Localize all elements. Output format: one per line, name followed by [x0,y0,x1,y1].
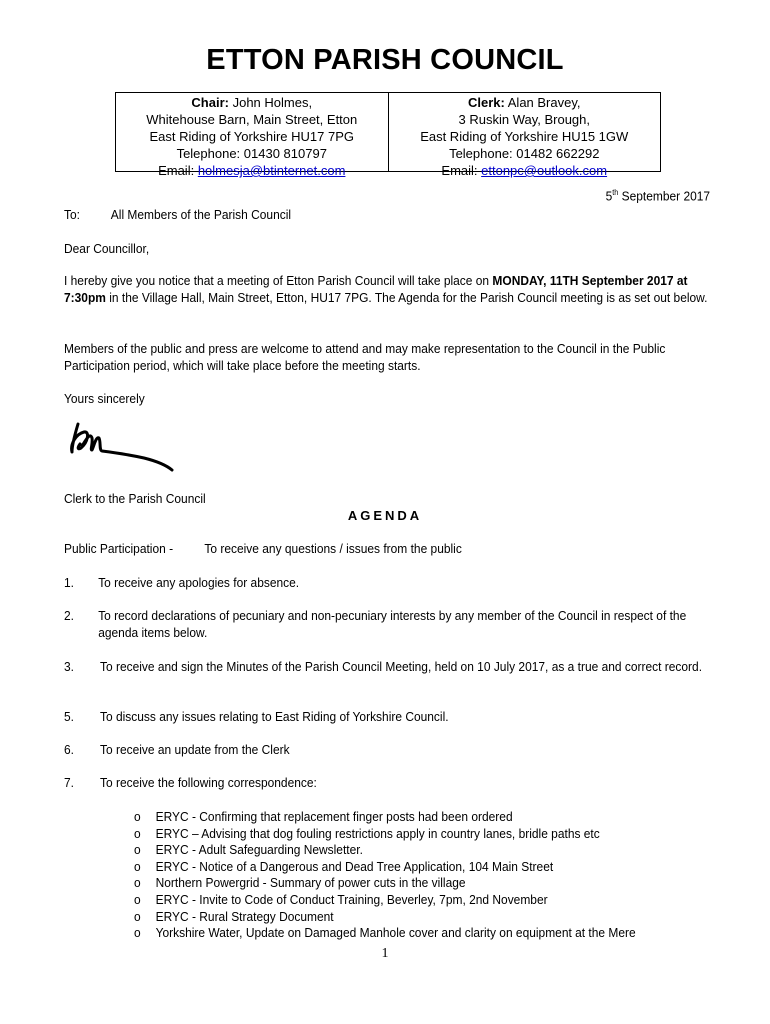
date-day: 5 [605,188,613,204]
chair-address-line2: East Riding of Yorkshire HU17 7PG [149,129,354,144]
date-rest: September 2017 [618,188,710,204]
contact-box [115,92,661,178]
list-item [134,908,636,925]
list-item-text: ERYC - Rural Strategy Document [155,908,334,924]
list-item [134,924,636,941]
clerk-telephone: Telephone: 01482 662292 [449,146,600,161]
date-suffix: th [612,188,619,197]
list-item-text: ERYC - Notice of a Dangerous and Dead Tree Application, 104 Main Street [155,858,554,874]
clerk-contact [388,93,661,178]
council-title: ETTON PARISH COUNCIL [206,44,564,76]
agenda-item-number: 7. [64,775,74,790]
list-item-text: ERYC - Adult Safeguarding Newsletter. [155,842,363,858]
notice-paragraph [64,272,710,306]
agenda-item-number: 1. [64,575,74,590]
to-value: All Members of the Parish Council [110,207,292,222]
notice-end: in the Village Hall, Main Street, Etton, HU17 7PG. The Agenda for the Parish Council meeting is as set out below. [105,290,708,305]
clerk-email-link[interactable]: ettonpc@outlook.com [481,163,608,178]
chair-address-line1: Whitehouse Barn, Main Street, Etton [146,112,358,127]
agenda-item-number: 3. [64,659,74,674]
chair-name: John Holmes, [228,95,313,110]
list-item-text: Yorkshire Water, Update on Damaged Manhole cover and clarity on equipment at the Mere [155,925,636,941]
salutation: Dear Councillor, [64,241,150,256]
public-participation-line [64,540,462,557]
list-item-text: ERYC – Advising that dog fouling restrictions apply in country lanes, bridle paths etc [155,825,600,841]
list-item [134,858,636,875]
list-item [134,808,636,825]
agenda-item [64,774,708,791]
agenda-item-text: To discuss any issues relating to East Riding of Yorkshire Council. [100,709,449,724]
list-item [134,825,636,842]
public-participation-label: Public Participation - [64,541,174,556]
letter-date [606,188,710,203]
list-item-text: ERYC - Confirming that replacement finger posts had been ordered [155,809,513,824]
notice-bold: MONDAY, 11TH September 2017 at 7:30pm [64,273,688,305]
agenda-item-number: 2. [64,608,74,623]
bullet-marker: o [134,842,141,858]
agenda-item-text: To receive any apologies for absence. [98,575,300,590]
public-participation-text: To receive any questions / issues from the public [204,541,462,556]
agenda-heading-wrap [0,507,770,525]
agenda-item-text: To receive the following correspondence: [100,775,317,790]
clerk-address-line2: East Riding of Yorkshire HU15 1GW [420,129,629,144]
to-label: To: [64,207,80,222]
clerk-address-line1: 3 Ruskin Way, Brough, [458,112,590,127]
clerk-name: Alan Bravey, [504,95,581,110]
bullet-marker: o [134,858,141,874]
agenda-item-text: To receive an update from the Clerk [100,742,290,757]
agenda-item-text: To receive and sign the Minutes of the Parish Council Meeting, held on 10 July 2017, as a true and correct record. [100,659,703,674]
agenda-heading: AGENDA [347,508,423,523]
agenda-item-text: To record declarations of pecuniary and non-pecuniary interests by any member of the Council in respect of the agenda items below. [98,608,687,640]
list-item [134,874,636,891]
bullet-marker: o [134,875,141,891]
list-item [134,891,636,908]
bullet-marker: o [134,809,141,824]
page-number: 1 [381,946,389,961]
agenda-item [64,741,708,758]
bullet-marker: o [134,825,141,841]
chair-email-link[interactable]: holmesja@btinternet.com [197,163,346,178]
clerk-label: Clerk: [468,95,505,110]
recipient-line [64,206,291,223]
correspondence-list [134,808,636,941]
chair-label: Chair: [191,95,229,110]
clerk-email-label: Email: [441,163,482,178]
signature-image [66,418,178,474]
agenda-item-number: 5. [64,709,74,724]
closing: Yours sincerely [64,391,145,406]
signatory: Clerk to the Parish Council [64,491,206,506]
chair-telephone: Telephone: 01430 810797 [176,146,327,161]
bullet-marker: o [134,891,141,907]
agenda-item-number: 6. [64,742,74,757]
agenda-item [64,574,706,591]
agenda-item [64,607,706,641]
agenda-item [64,658,708,675]
bullet-marker: o [134,925,141,941]
chair-email-label: Email: [158,163,198,178]
agenda-item [64,708,708,725]
list-item-text: ERYC - Invite to Code of Conduct Training, Beverley, 7pm, 2nd November [155,891,548,907]
public-welcome-paragraph: Members of the public and press are welcome to attend and may make representation to the Council in the Public Participation period, which will take place before the meeting starts. [64,341,666,373]
notice-start: I hereby give you notice that a meeting of Etton Parish Council will take place on [64,273,493,288]
list-item-text: Northern Powergrid - Summary of power cuts in the village [155,875,466,891]
list-item [134,841,636,858]
chair-contact [116,93,388,178]
bullet-marker: o [134,908,141,924]
